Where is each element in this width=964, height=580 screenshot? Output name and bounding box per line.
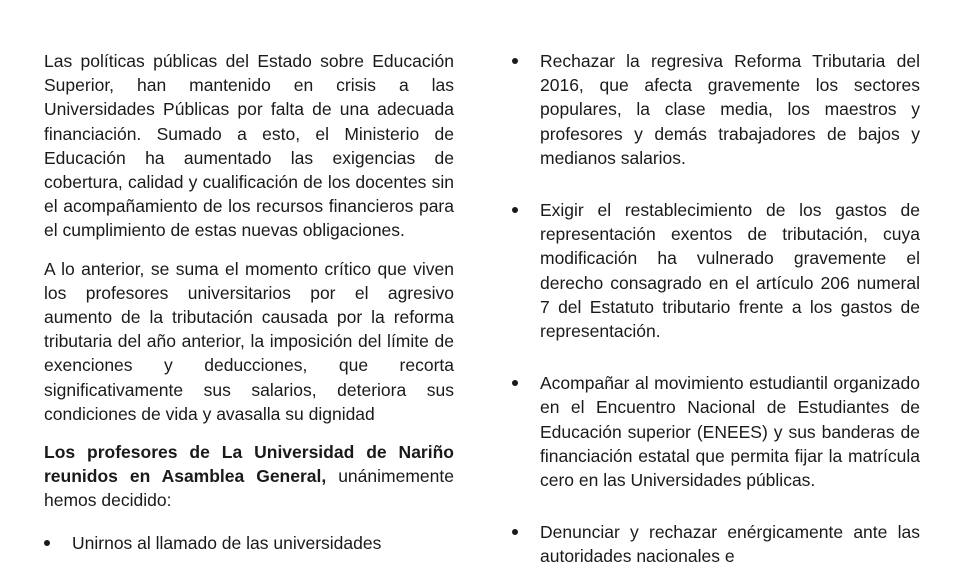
paragraph-assembly-decision [44,440,454,513]
bullet-icon [512,380,518,386]
list-item [512,371,920,492]
left-column [44,49,454,555]
bullet-text: Denunciar y rechazar enérgicamente ante las autoridades nacionales e [540,522,920,567]
list-item [512,520,920,568]
list-item [44,531,454,555]
bullet-text: Acompañar al movimiento estudiantil organizado en el Encuentro Nacional de Estudiantes de Educación superior (ENEES) y sus banderas de financiación estatal que permita fijar la matrícula cero en las Universidades públicas. [540,373,920,491]
paragraph-funding-crisis: Las políticas públicas del Estado sobre Educación Superior, han mantenido en crisis a las Universidades Públicas por falta de una adecuada financiación. Sumado a esto, el Ministerio de Educación ha aumentado las exigencias de cobertura, calidad y cualificación de los docentes sin el acompañamiento de los recursos financieros para el cumplimiento de estas nuevas obligaciones. [44,51,454,241]
bullet-icon [44,540,50,546]
right-column [512,49,920,569]
assembly-bold-text: Los profesores de La Universidad de Nariño reunidos en Asamblea General, [44,442,454,487]
paragraph-tax-impact: A lo anterior, se suma el momento crítico que viven los profesores universitarios por el agresivo aumento de la tributación causada por la reforma tributaria del año anterior, la imposición del límite de exenciones y deducciones, que recorta significativamente sus salarios, deteriora sus condiciones de vida y avasalla su dignidad [44,258,454,424]
bullet-icon [512,529,518,535]
bullet-text: Exigir el restablecimiento de los gastos de representación exentos de tributación, cuya modificación ha vulnerado gravemente el derecho consagrado en el artículo 206 numeral 7 del Estatuto tributario frente a los gastos de representación. [540,200,920,342]
bullet-icon [512,207,518,213]
list-item [512,49,920,170]
bullet-text: Unirnos al llamado de las universidades [72,532,382,553]
list-item [512,198,920,343]
bullet-text: Rechazar la regresiva Reforma Tributaria del 2016, que afecta gravemente los sectores populares, la clase media, los maestros y profesores y demás trabajadores de bajos y medianos salarios. [540,51,920,168]
bullet-icon [512,58,518,64]
assembly-normal-text: unánimemente hemos decidido: [44,466,454,511]
